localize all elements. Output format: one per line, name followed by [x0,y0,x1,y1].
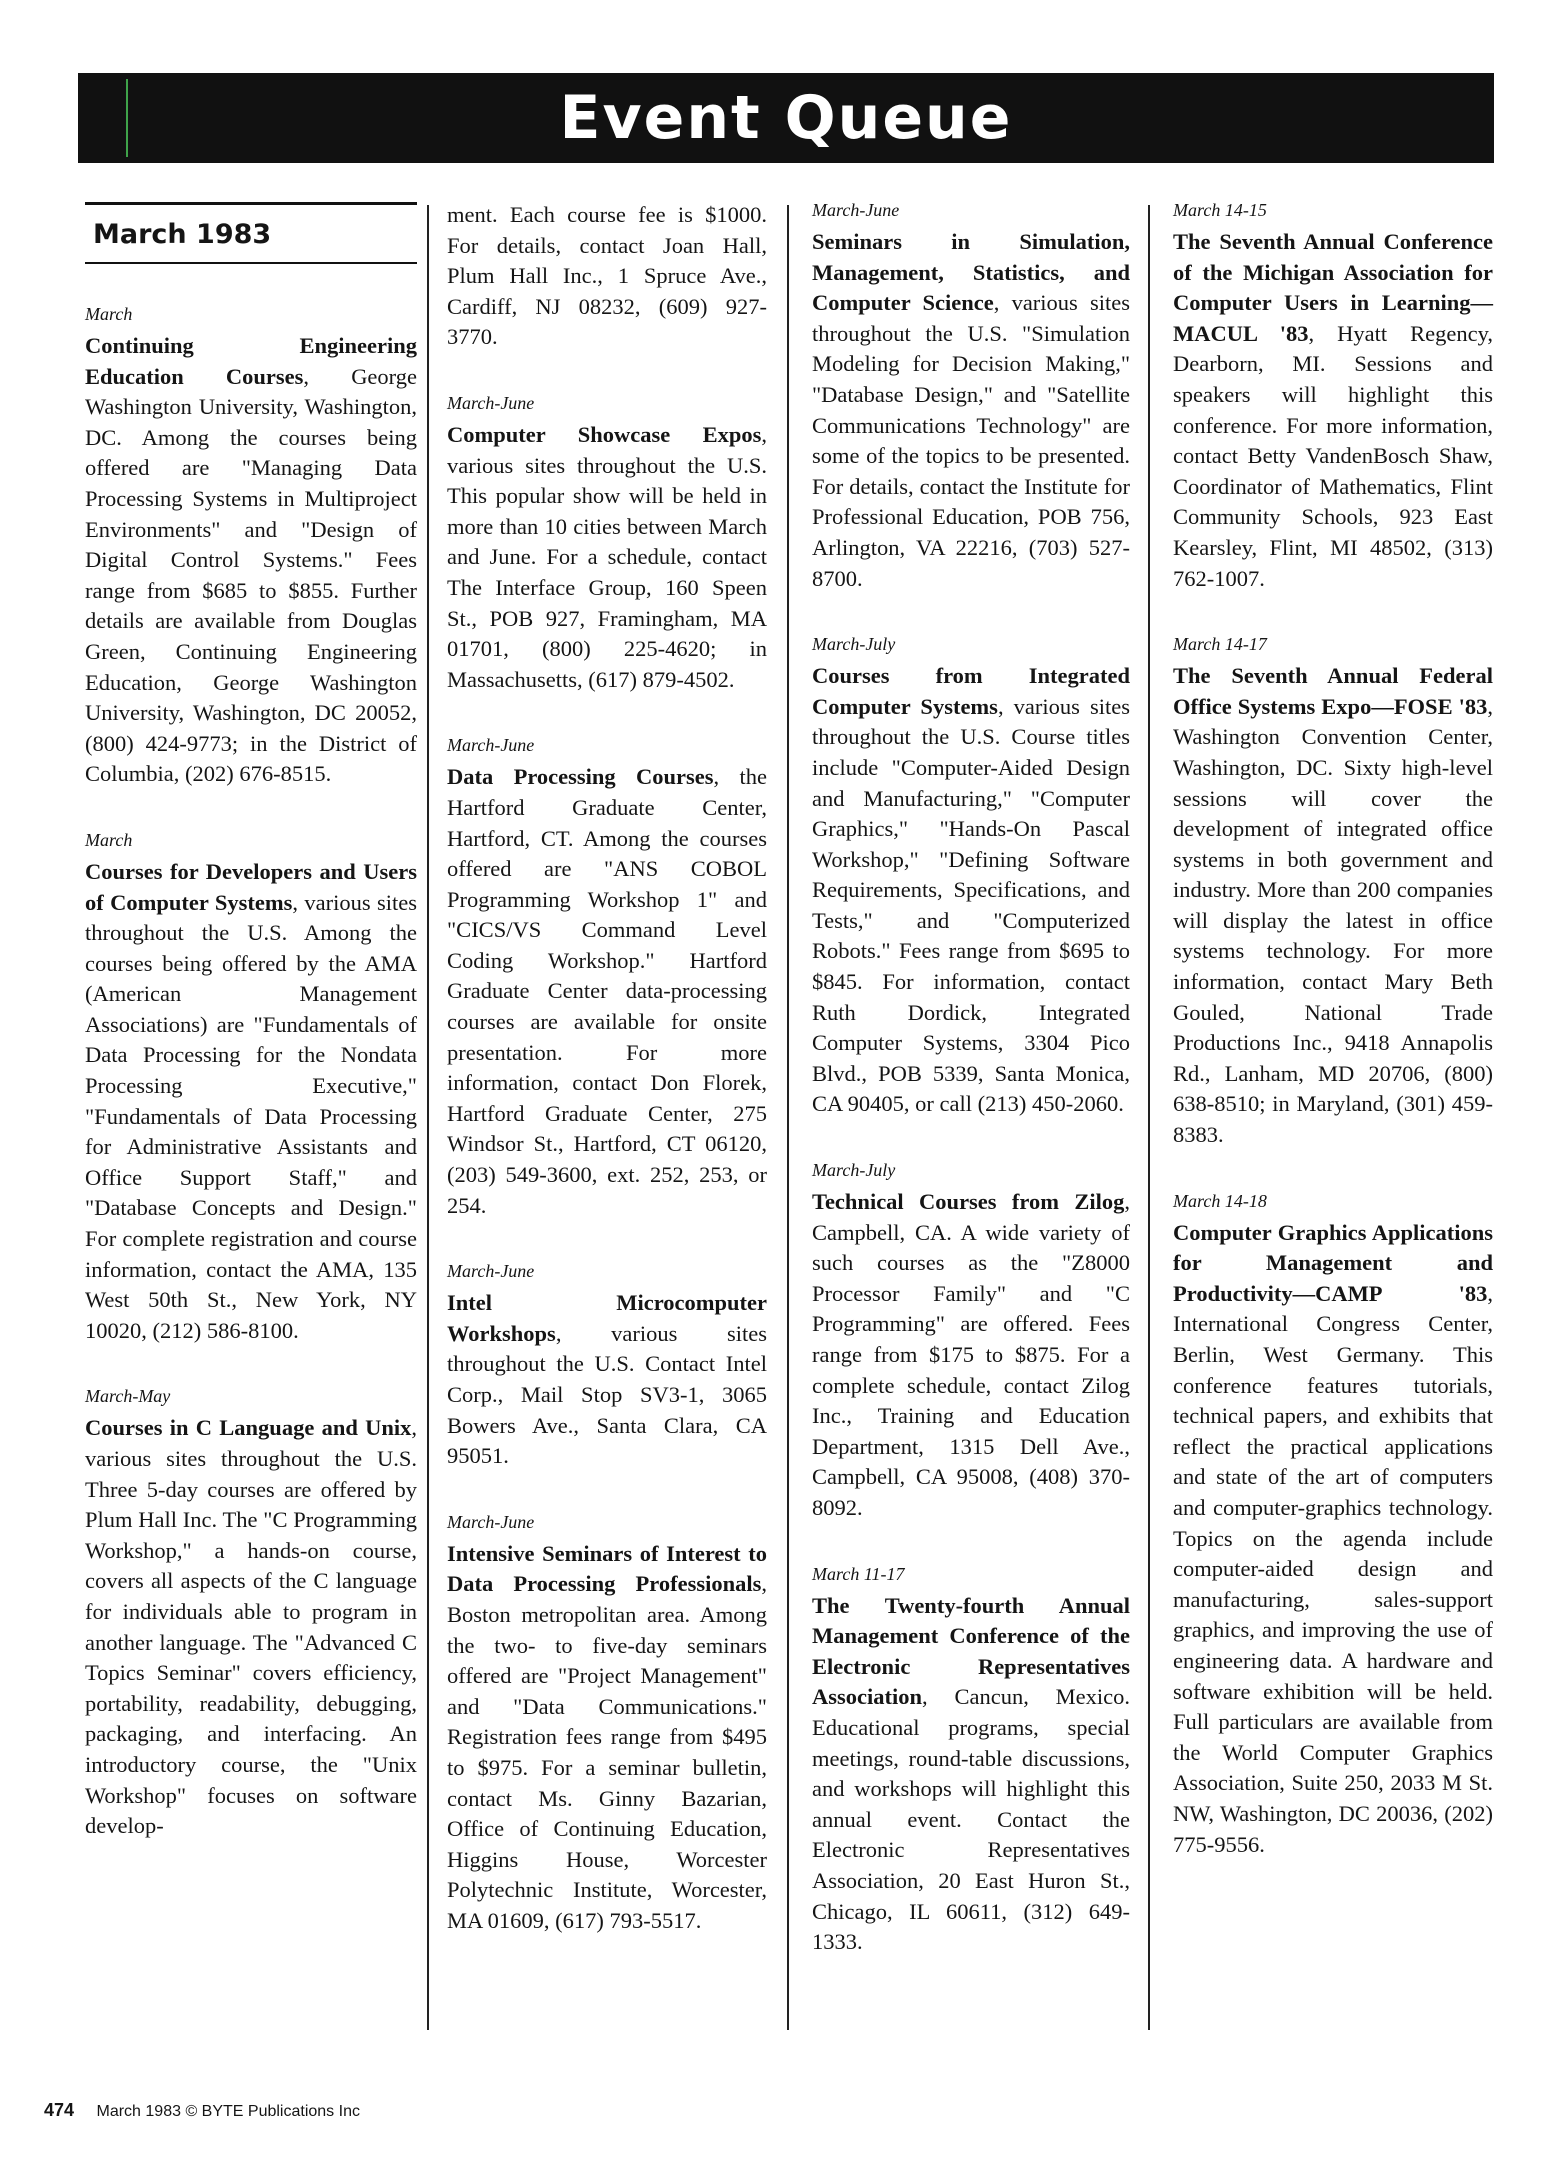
event-date: March [85,829,133,850]
event-item [447,1261,767,1472]
event-item [447,735,767,1221]
event-text [812,661,1130,1120]
event-date: March 14-17 [1173,634,1267,655]
event-text [447,1288,767,1472]
event-text [447,762,767,1221]
event-title: Seminars in Simulation, Management, Statistics, and Computer Science [812,229,1130,316]
header-banner [78,73,1494,163]
event-title: The Seventh Annual Conference of the Michigan Association for Computer Users in Learning—MACUL '83 [1173,229,1493,346]
event-title: The Twenty-fourth Annual Management Conference of the Electronic Representatives Association [812,1592,1130,1710]
event-date: March-June [447,735,535,756]
column-divider [427,205,429,2030]
column-2 [447,200,767,1977]
continued-text: ment. Each course fee is $1000. For details, contact Joan Hall, Plum Hall Inc., 1 Spruce Ave., Cardiff, NJ 08232, (609) 927-3770. [447,202,767,350]
month-heading: March 1983 [85,202,417,264]
event-text [447,1539,767,1937]
page-number: 474 [44,2100,75,2120]
event-item [812,200,1130,594]
event-title: Courses in C Language and Unix [85,1415,412,1441]
event-body: , various sites throughout the U.S. "Simulation Modeling for Decision Making," "Database Design," and "Satellite Communications Technology" are some of the topics to be presented. For details, contact the Institute for Professional Education, POB 756, Arlington, VA 22216, (703) 527-8700. [812,290,1130,591]
event-body: , various sites throughout the U.S. This popular show will be held in more than 10 cities between March and June. For a schedule, contact The Interface Group, 160 Speen St., POB 927, Framingham, MA 01701, (800) 225-4620; in Massachusetts, (617) 879-4502. [447,421,767,692]
event-title: Courses for Developers and Users of Computer Systems [85,858,417,915]
event-date: March-June [812,200,900,220]
event-item [1173,200,1493,594]
event-text [812,1591,1130,1958]
event-date: March-July [812,1160,896,1181]
event-item [447,393,767,695]
footer-credit: March 1983 © BYTE Publications Inc [96,2103,360,2120]
event-date: March 11-17 [812,1563,905,1584]
page-footer [44,2100,360,2121]
event-body: , the Hartford Graduate Center, Hartford, CT. Among the courses offered are "ANS COBOL Programming Workshop 1" and "CICS/VS Command Level Coding Workshop." Hartford Graduate Center data-processing courses are available for onsite presentation. For more information, contact Don Florek, Hartford Graduate Center, 275 Windsor St., Hartford, CT 06120, (203) 549-3600, ext. 252, 253, or 254. [447,764,767,1218]
event-item [85,1386,417,1841]
column-3 [812,200,1130,1998]
event-title: Intensive Seminars of Interest to Data Processing Professionals [447,1540,767,1597]
event-title: Intel Microcomputer Workshops [447,1290,767,1346]
page-title: Event Queue [559,83,1013,153]
event-body: , International Congress Center, Berlin, West Germany. This conference features tutorials, technical papers, and exhibits that reflect the practical applications and state of the art of computers and computer-graphics technology. Topics on the agenda include computer-aided design and manufacturing, sales-support graphics, and improving the use of engineering data. A hardware and software exhibition will be held. Full particulars are available from the World Computer Graphics Association, Suite 250, 2033 M St. NW, Washington, DC 20036, (202) 775-9556. [1173,1280,1493,1857]
event-body: , Cancun, Mexico. Educational programs, special meetings, round-table discussions, and workshops will highlight this annual event. Contact the Electronic Representatives Association, 20 East Huron St., Chicago, IL 60611, (312) 649-1333. [812,1684,1130,1955]
event-date: March-May [85,1386,171,1407]
column-divider [787,205,789,2030]
event-text [812,1187,1130,1524]
event-item [812,1564,1130,1958]
event-date: March-July [812,634,896,655]
event-text [85,331,417,790]
event-item [85,830,417,1347]
event-item [812,1160,1130,1524]
event-text [812,227,1130,594]
event-date: March-June [447,392,535,413]
event-title: Computer Showcase Expos [447,421,762,447]
event-title: Technical Courses from Zilog [812,1189,1125,1215]
event-title: Courses from Integrated Computer Systems [812,663,1130,719]
event-body: , Washington Convention Center, Washington, DC. Sixty high-level sessions will cover the development of integrated office systems in both government and industry. More than 200 companies will display the latest in office systems technology. For more information, contact Mary Beth Gouled, National Trade Productions Inc., 9418 Annapolis Rd., Lanham, MD 20706, (800) 638-8510; in Maryland, (301) 459-8383. [1173,693,1493,1148]
event-body: , Hyatt Regency, Dearborn, MI. Sessions and speakers will highlight this conference. For more information, contact Betty VandenBosch Shaw, Coordinator of Mathematics, Flint Community Schools, 923 East Kearsley, Flint, MI 48502, (313) 762-1007. [1173,320,1493,591]
event-title: Continuing Engineering Education Courses [85,333,417,389]
event-body: , George Washington University, Washington, DC. Among the courses being offered are "Managing Data Processing Systems in Multiproject Environments" and "Design of Digital Control Systems." Fees range from $685 to $855. Further details are available from Douglas Green, Continuing Engineering Education, George Washington University, Washington, DC 20052, (800) 424-9773; in the District of Columbia, (202) 676-8515. [85,363,417,787]
event-title: The Seventh Annual Federal Office Systems Expo—FOSE '83 [1173,663,1493,719]
event-text [447,420,767,695]
event-title: Computer Graphics Applications for Management and Productivity—CAMP '83 [1173,1219,1493,1306]
event-item [812,634,1130,1120]
event-title: Data Processing Courses [447,764,714,790]
event-text [1173,227,1493,594]
event-date: March 14-15 [1173,200,1267,220]
event-date: March-June [447,1511,535,1532]
event-date: March [85,304,133,324]
event-item [447,1512,767,1937]
event-body: , various sites throughout the U.S. Among the courses being offered by the AMA (American Management Associations) are "Fundamentals of Data Processing for the Nondata Processing Executive," "Fundamentals of Data Processing for Administrative Assistants and Office Support Staff," and "Database Concepts and Design." For complete registration and course information, contact the AMA, 135 West 50th St., New York, NY 10020, (212) 586-8100. [85,889,417,1343]
event-item [85,304,417,790]
event-body: , various sites throughout the U.S. Three 5-day courses are offered by Plum Hall Inc. The "C Programming Workshop," a hands-on course, covers all aspects of the C language for individuals able to program in another language. The "Advanced C Topics Seminar" covers efficiency, portability, readability, debugging, packaging, and interfacing. An introductory course, the "Unix Workshop" focuses on software develop- [85,1415,417,1839]
event-body: , various sites throughout the U.S. Contact Intel Corp., Mail Stop SV3-1, 3065 Bowers Ave., Santa Clara, CA 95051. [447,1320,767,1469]
event-text [85,1413,417,1841]
event-continuation [447,200,767,353]
column-4 [1173,200,1493,1900]
column-1 [85,200,417,1882]
event-item [1173,1191,1493,1860]
event-body: , Campbell, CA. A wide variety of such courses as the "Z8000 Processor Family" and "C Programming" are offered. Fees range from $175 to $875. For a complete schedule, contact Zilog Inc., Training and Education Department, 1315 Dell Ave., Campbell, CA 95008, (408) 370-8092. [812,1189,1130,1520]
event-date: March 14-18 [1173,1190,1267,1211]
event-body: , various sites throughout the U.S. Course titles include "Computer-Aided Design and Manufacturing," "Computer Graphics," "Hands-On Pascal Workshop," "Defining Software Requirements, Specifications, and Tests," and "Computerized Robots." Fees range from $695 to $845. For information, contact Ruth Dordick, Integrated Computer Systems, 3304 Pico Blvd., POB 5339, Santa Monica, CA 90405, or call (213) 450-2060. [812,693,1130,1117]
event-text [1173,1218,1493,1860]
event-item [1173,634,1493,1151]
column-divider [1148,205,1150,2030]
event-body: , Boston metropolitan area. Among the two- to five-day seminars offered are "Project Management" and "Data Communications." Registration fees range from $495 to $975. For a seminar bulletin, contact Ms. Ginny Bazarian, Office of Continuing Education, Higgins House, Worcester Polytechnic Institute, Worcester, MA 01609, (617) 793-5517. [447,1571,767,1933]
event-text [85,857,417,1347]
event-text [1173,661,1493,1151]
event-date: March-June [447,1261,535,1282]
